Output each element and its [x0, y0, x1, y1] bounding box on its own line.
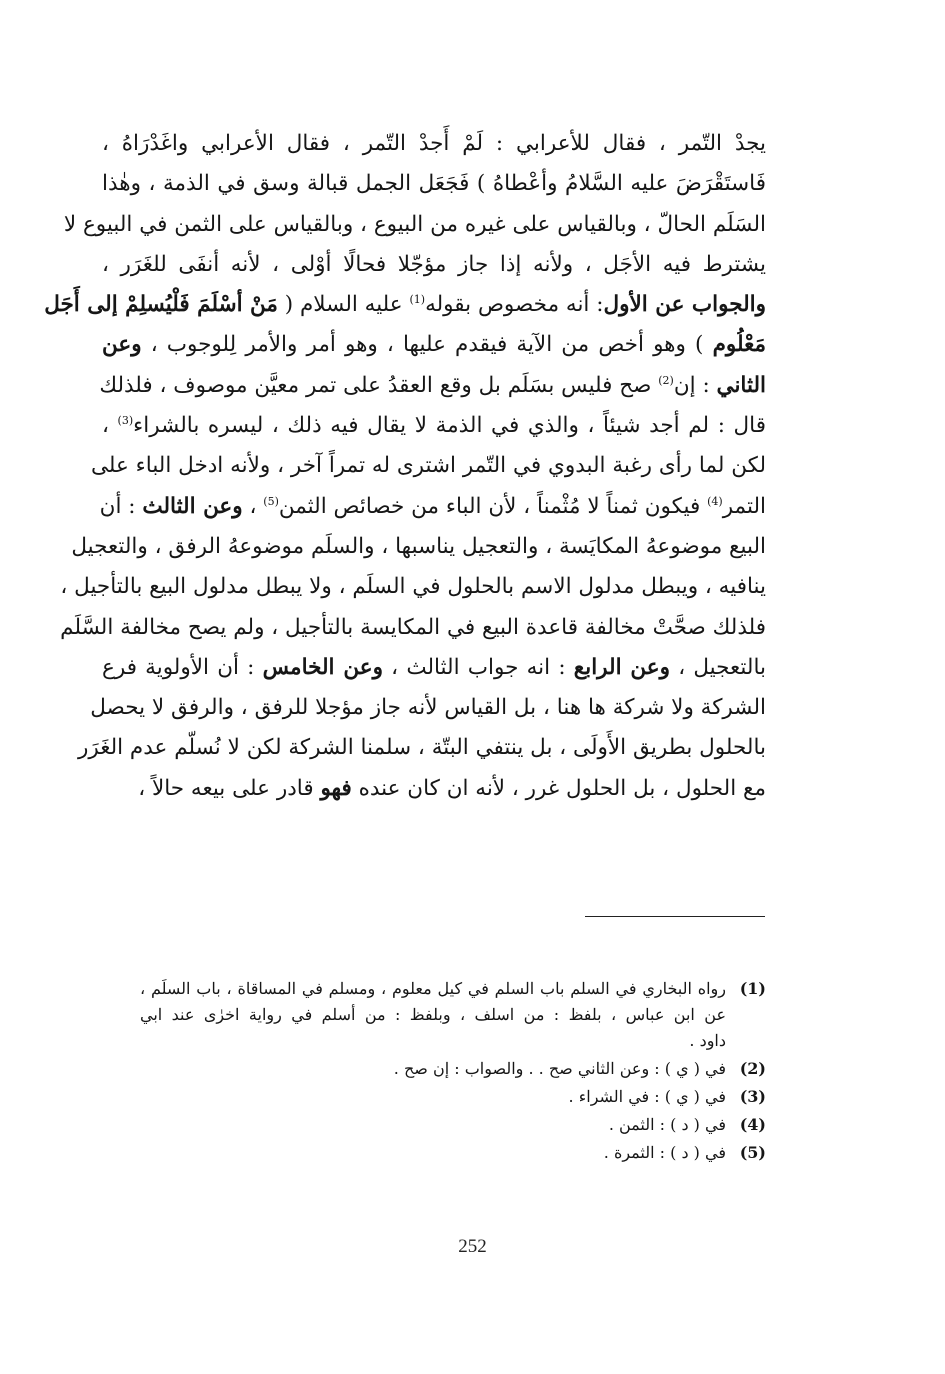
footnote: [140, 1140, 766, 1166]
text-line: قال : لم أجد شيئاً ، والذي في الذمة لا يقال فيه ذلك ، ليسره بالشراء$^{(3)}$ ،: [102, 413, 766, 439]
main-text: [44, 124, 766, 809]
text-line: فَاستَقْرَضَ عليه السَّلامُ وأعْطاهُ ) فَجَعَل الجمل قبالة وسق في الذمة ، وهٰذا: [102, 171, 766, 197]
text-line: بالتعجيل ، وعن الرابع : انه جواب الثالث ، وعن الخامس : أن الأولوية فرع: [102, 654, 766, 680]
footnote-number: (2): [739, 1059, 766, 1078]
text-line: بالحلول بطريق الأَولَى ، بل ينتفي البتّة ، سلمنا الشركة لكن لا نُسلّم عدم الغَرَر: [77, 735, 766, 761]
footnote-marker: (1): [409, 293, 426, 307]
bold-term: مَنْ أسْلَمَ فَلْيُسلِمْ إلى أَجَل: [44, 292, 278, 318]
footnote-text: [140, 1084, 726, 1110]
footnote-line: في ( د ) : الثمرة .: [603, 1143, 726, 1162]
footnote-marker: (2): [658, 373, 674, 387]
footnote-line: عن ابن عباس ، بلفظ : من اسلف ، وبلفظ : من أسلم في رواية اخرٰى عند ابي: [140, 1005, 726, 1024]
bold-term: وعن الثالث: [142, 493, 243, 519]
bold-term: وعن الخامس: [262, 654, 383, 680]
text-line: فلذلك صحَّتْ مخالفة قاعدة البيع في المكايسة بالتأجيل ، ولم يصح مخالفة السَّلَم: [60, 614, 766, 640]
footnote: [140, 1112, 766, 1138]
footnote-separator: [585, 916, 765, 917]
footnote: [140, 1084, 766, 1110]
footnote-number: (1): [739, 979, 766, 998]
text-line: يجدْ التّمر ، فقال للأعرابي : لَمْ أَجدْ التّمر ، فقال الأعرابي واغَدْرَاهُ ،: [102, 131, 766, 156]
footnote-line: في ( ي ) : في الشراء .: [568, 1087, 726, 1106]
text-line: التمر$^{(4)}$ فيكون ثمناً لا مُثْمناً ، لأن الباء من خصائص الثمن$^{(5)}$ ، وعن الثالث : أن: [99, 493, 766, 519]
page-number: 252: [458, 1236, 487, 1257]
footnote-line: في ( د ) : الثمن .: [608, 1115, 726, 1134]
text-line: يشترط فيه الأجَل ، ولأنه إذا جاز مؤجّلا فحالًا أوْلى ، لأنه أنفَى للغَرَر ،: [102, 251, 766, 277]
footnote-marker: (4): [707, 494, 723, 508]
bold-term: وعن: [102, 332, 142, 358]
footnote-text: [140, 1112, 726, 1138]
bold-term: الثاني: [716, 372, 766, 398]
text-line: لكن لما رأى رغبة البدوي في التّمر اشترى له تمراً آخر ، ولأنه ادخل الباء على: [90, 453, 766, 479]
footnote: [140, 976, 766, 1054]
footnote-marker: (5): [263, 494, 279, 508]
footnotes: [140, 976, 766, 1166]
text-line: ينافيه ، ويبطل مدلول الاسم بالحلول في السلَم ، ولا يبطل مدلول البيع بالتأجيل ،: [60, 574, 766, 600]
text-line: مَعْلُوم ) وهو أخص من الآية فيقدم عليها ، وهو أمر والأمر لِلوجوب ، وعن: [102, 332, 766, 358]
text-line: الثاني : إن$^{(2)}$ صح فليس بسَلَم بل وقع العقدُ على تمر معيَّن موصوف ، فلذلك: [99, 372, 766, 398]
footnote-marker: (3): [117, 414, 134, 428]
text-line: السَلَم الحالّ ، وبالقياس على غيره من البيوع ، وبالقياس على الثمن في البيوع لا: [63, 211, 766, 237]
text-line: مع الحلول ، بل الحلول غرر ، لأنه ان كان عنده فهو قادر على بيعه حالاً ،: [138, 775, 766, 801]
footnote-line: داود .: [689, 1031, 726, 1050]
footnote: [140, 1056, 766, 1082]
text-line: البيع موضوعهُ المكايَسة ، والتعجيل يناسبها ، والسلَم موضوعهُ الرفق ، والتعجيل: [71, 533, 766, 559]
footnote-text: [140, 976, 726, 1054]
text-line: والجواب عن الأول: أنه مخصوص بقوله$^{(1)}$ عليه السلام ( مَنْ أسْلَمَ فَلْيُسلِمْ إلى أَجَل: [44, 292, 766, 318]
footnote-line: رواه البخاري في السلم باب السلم في كيل معلوم ، ومسلم في المساقاة ، باب السلَم ،: [140, 979, 726, 998]
bold-term: مَعْلُوم: [712, 332, 766, 358]
footnote-text: [140, 1056, 726, 1082]
text-line: الشركة ولا شركة ها هنا ، بل القياس لأنه جاز مؤجلا للرفق ، والرفق لا يحصل: [90, 695, 766, 721]
footnote-number: (5): [739, 1143, 766, 1162]
footnote-number: (4): [739, 1115, 766, 1134]
bold-term: فهو: [320, 775, 352, 801]
footnote-number: (3): [739, 1087, 766, 1106]
bold-term: وعن الرابع: [573, 654, 671, 680]
footnote-text: [140, 1140, 726, 1166]
footnote-line: في ( ي ) : وعن الثاني صح . . والصواب : إن صح .: [393, 1059, 726, 1078]
bold-term: والجواب عن الأول: [603, 292, 766, 318]
